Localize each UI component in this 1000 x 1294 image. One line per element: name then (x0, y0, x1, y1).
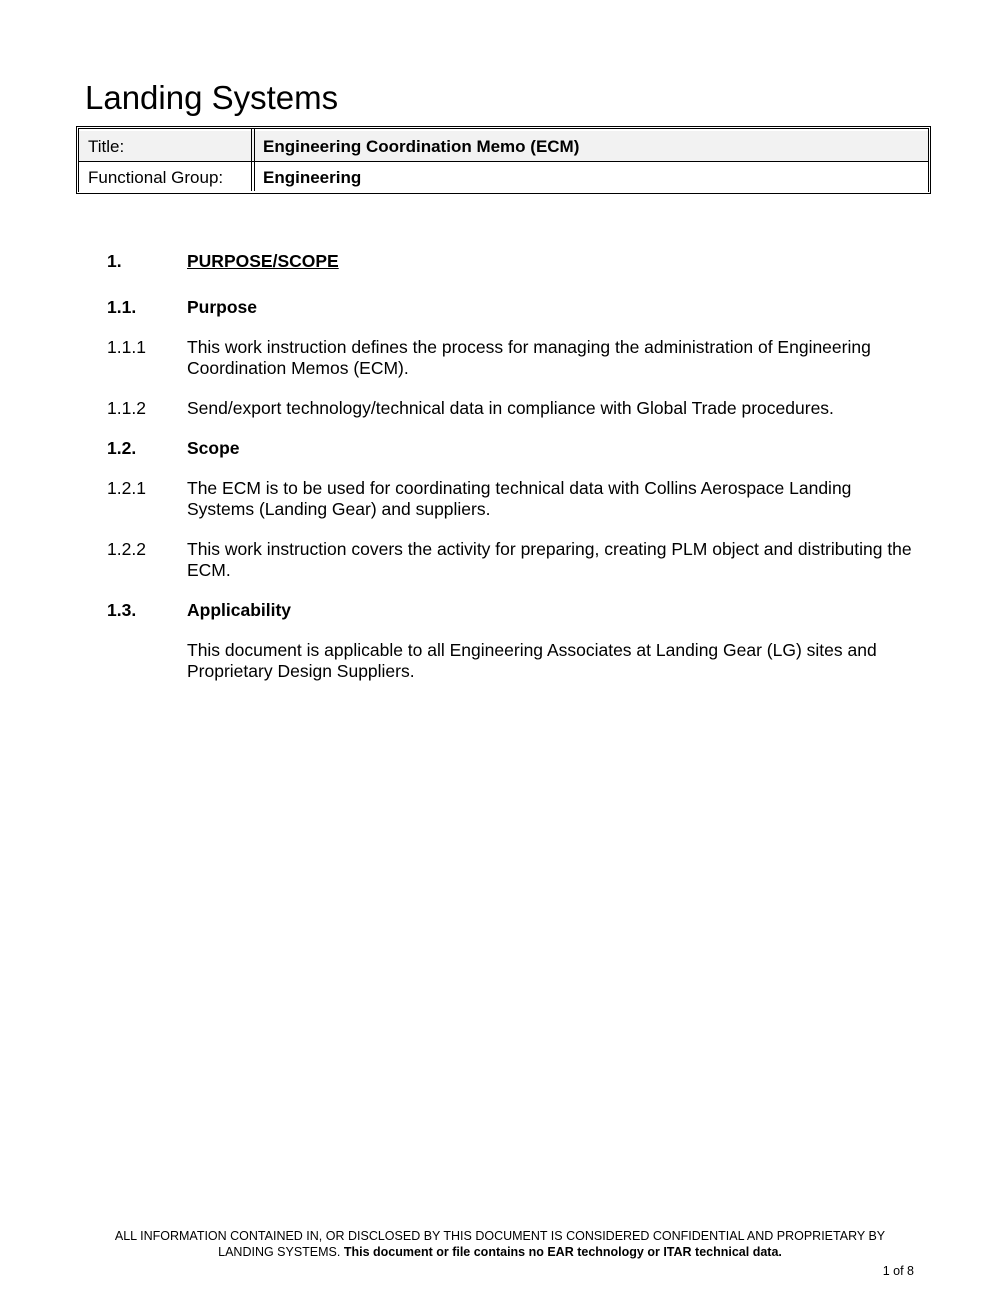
info-label-title: Title: (88, 137, 125, 156)
section-heading: PURPOSE/SCOPE (187, 251, 339, 271)
section-paragraph: This document is applicable to all Engineering Associates at Landing Gear (LG) sites and Proprietary Design Suppliers. (187, 640, 877, 681)
section-number: 1.1. (107, 297, 137, 317)
footer-line-2-normal: LANDING SYSTEMS. (218, 1245, 341, 1259)
section-paragraph: Send/export technology/technical data in compliance with Global Trade procedures. (187, 398, 834, 418)
info-row-title (79, 131, 928, 161)
company-header: Landing Systems (85, 79, 339, 116)
section-paragraph: This work instruction defines the process for managing the administration of Engineering Coordination Memos (ECM). (187, 337, 871, 378)
footer-line-2 (70, 1244, 930, 1260)
document-info-table (76, 126, 931, 194)
table-column-divider (251, 129, 255, 191)
section-number: 1.2.2 (107, 539, 146, 559)
section-heading: Purpose (187, 297, 258, 317)
footer-line-1: ALL INFORMATION CONTAINED IN, OR DISCLOSED BY THIS DOCUMENT IS CONSIDERED CONFIDENTIAL AND PROPRIETARY BY (114, 1229, 886, 1243)
section-number: 1.3. (107, 600, 137, 620)
section-number: 1. (107, 251, 122, 271)
section-number: 1.2. (107, 438, 137, 458)
info-row-functional-group (79, 162, 928, 192)
section-paragraph: The ECM is to be used for coordinating technical data with Collins Aerospace Landing Systems (Landing Gear) and suppliers. (187, 478, 852, 519)
section-heading: Applicability (187, 600, 292, 620)
info-value-functional-group: Engineering (263, 168, 362, 187)
info-value-title: Engineering Coordination Memo (ECM) (263, 137, 580, 156)
section-paragraph: This work instruction covers the activity for preparing, creating PLM object and distributing the ECM. (187, 539, 912, 580)
section-number: 1.2.1 (107, 478, 146, 498)
section-heading: Scope (187, 438, 240, 458)
footer-line-2-bold: This document or file contains no EAR technology or ITAR technical data. (343, 1245, 782, 1259)
info-label-functional-group: Functional Group: (88, 168, 224, 187)
page-number: 1 of 8 (882, 1264, 914, 1278)
confidentiality-footer (70, 1228, 930, 1260)
section-number: 1.1.2 (107, 398, 146, 418)
section-number: 1.1.1 (107, 337, 146, 357)
